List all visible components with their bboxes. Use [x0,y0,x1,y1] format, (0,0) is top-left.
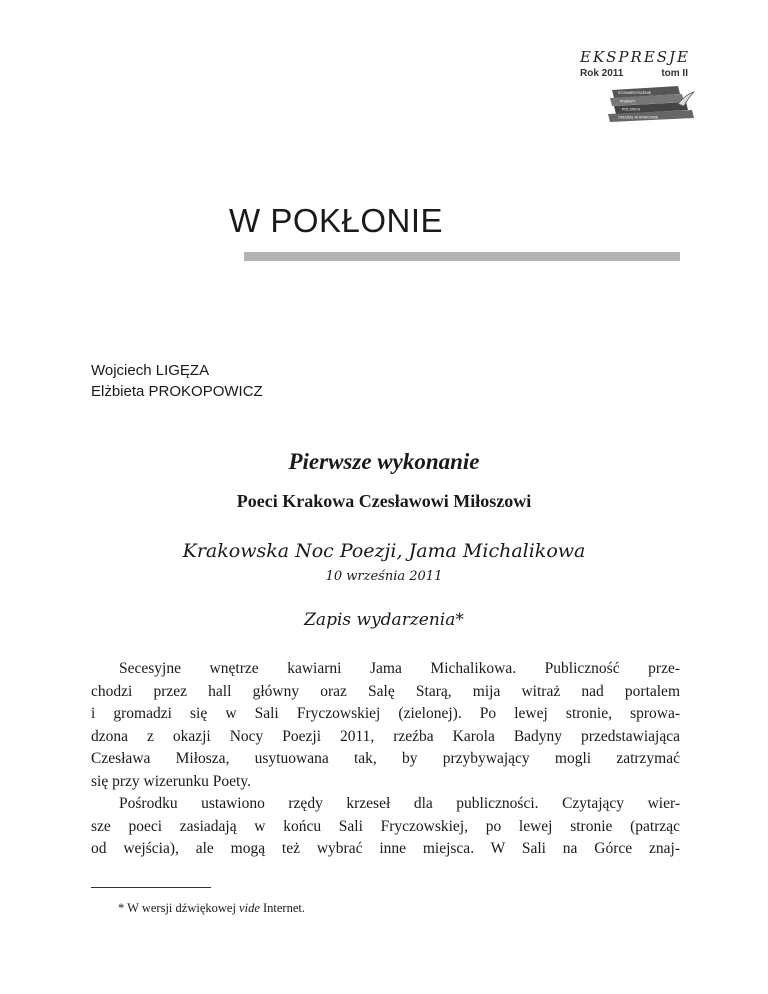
body-line: od wejścia), ale mogą też wybrać inne miejsca. W Sali na Górce znaj- [91,840,680,857]
logo-text-1: STOWARZYSZENIE [618,91,652,95]
body-line: Secesyjne wnętrze kawiarni Jama Michalikowa. Publiczność prze- [119,660,680,677]
paragraph-1 [91,658,680,793]
authors [91,360,263,402]
body-line: się przy wizerunku Poety. [91,772,251,790]
article-title: Pierwsze wykonanie [288,449,480,474]
body-line: sze poeci zasiadają w końcu Sali Fryczowskiej, po lewej stronie (patrząc [91,817,680,835]
journal-meta [580,68,688,79]
logo-text-2: PISARZY [620,99,636,104]
footnote [118,901,305,916]
books-logo-icon [608,84,696,124]
journal-header [580,48,700,79]
logo-text-3: POLSKICH [622,107,641,112]
footnote-rule [91,887,211,888]
logo-text-4: ODDZIAŁ W KRAKOWIE [618,115,659,120]
author-2: Elżbieta PROKOPOWICZ [91,383,263,400]
body-line: chodzi przez hall główny oraz Salę Starą, mija witraż nad portalem [91,682,680,700]
article-subtitle: Poeci Krakowa Czesławowi Miłoszowi [236,491,532,511]
body-line: Pośrodku ustawiono rzędy krzeseł dla publiczności. Czytający wier- [119,795,680,812]
footnote-italic: vide [239,901,260,915]
section-title: W POKŁONIE [229,202,444,239]
article-body [91,658,680,861]
event-date: 10 września 2011 [325,569,443,584]
author-1: Wojciech LIGĘZA [91,362,210,379]
record-heading: Zapis wydarzenia* [304,610,464,630]
body-line: Czesława Miłosza, usytuowana tak, by przybywający mogli zatrzymać [91,750,680,767]
footnote-text-before: W wersji dźwiękowej [127,901,240,915]
body-line: i gromadzi się w Sali Fryczowskiej (zielonej). Po lewej stronie, sprowa- [91,705,680,722]
body-line: dzona z okazji Nocy Poezji 2011, rzeźba Karola Badyny przedstawiająca [91,727,680,745]
title-rule [244,252,680,261]
event-name: Krakowska Noc Poezji, Jama Michalikowa [182,540,586,562]
journal-name: EKSPRESJE [580,48,691,66]
journal-volume: tom II [661,68,688,79]
footnote-mark: * [118,901,125,915]
footnote-text-after: Internet. [259,901,305,915]
paragraph-2 [91,793,680,861]
journal-year: Rok 2011 [580,68,624,79]
